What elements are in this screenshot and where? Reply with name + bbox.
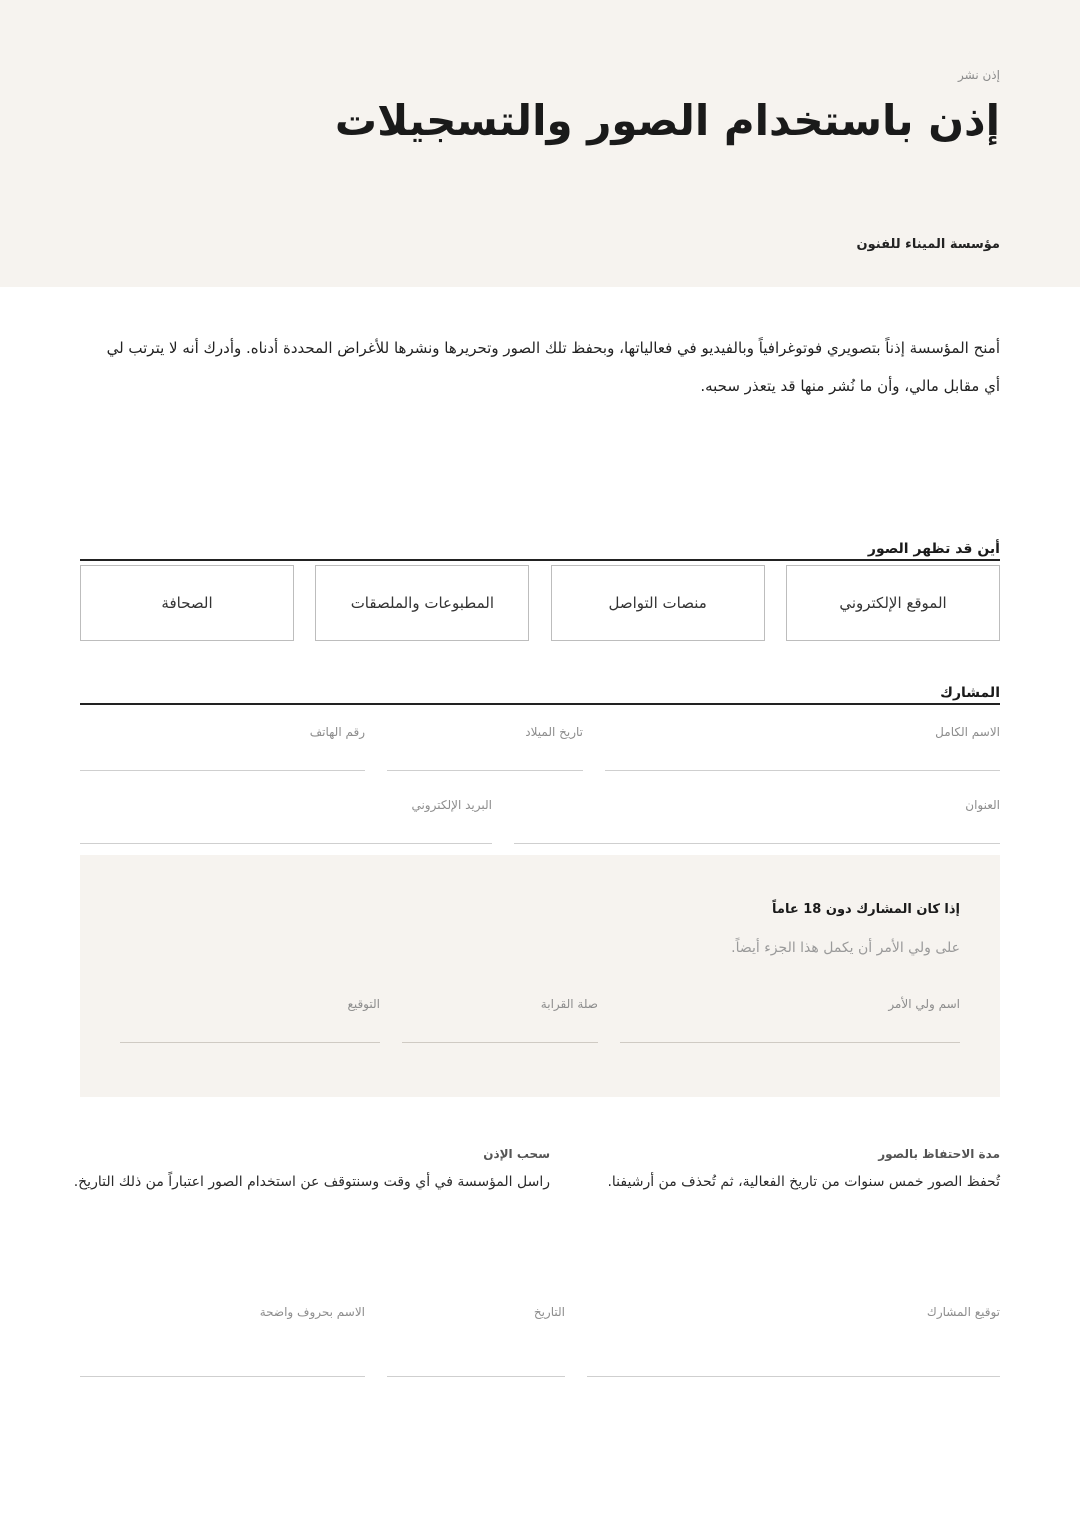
birth-date-input[interactable]	[387, 745, 583, 771]
guardian-title: إذا كان المشارك دون 18 عاماً	[772, 902, 960, 917]
date-input[interactable]	[387, 1351, 565, 1377]
withdrawal-block	[73, 1147, 550, 1190]
email-field	[80, 798, 492, 846]
participant-signature-input[interactable]	[587, 1351, 1000, 1377]
email-label: البريد الإلكتروني	[411, 798, 492, 812]
guardian-signature-input[interactable]	[120, 1017, 380, 1043]
phone-label: رقم الهاتف	[309, 725, 365, 739]
address-field	[514, 798, 1000, 846]
date-field	[387, 1305, 565, 1379]
guardian-name-label: اسم ولي الأمر	[888, 997, 960, 1011]
section-heading-where	[80, 541, 1000, 561]
section-heading-participant	[80, 685, 1000, 705]
date-label: التاريخ	[533, 1305, 565, 1319]
phone-input[interactable]	[80, 745, 365, 771]
participant-signature-field	[587, 1305, 1000, 1379]
header-band	[0, 0, 1080, 287]
printed-name-label: الاسم بحروف واضحة	[259, 1305, 365, 1319]
consent-paragraph: أمنح المؤسسة إذناً بتصويري فوتوغرافياً وبالفيديو في فعالياتها، وبحفظ تلك الصور وتحريرها ونشرها للأغراض المحددة أدناه. وأدرك أنه لا يترتب لي أي مقابل مالي، وأن ما نُشر منها قد يتعذر سحبه.	[106, 339, 1000, 395]
option-social-media[interactable]: منصات التواصل	[551, 565, 765, 641]
full-name-input[interactable]	[605, 745, 1000, 771]
relation-input[interactable]	[402, 1017, 598, 1043]
participant-signature-label: توقيع المشارك	[926, 1305, 1000, 1319]
full-name-field	[605, 725, 1000, 773]
retention-text: تُحفظ الصور خمس سنوات من تاريخ الفعالية، ثم تُحذف من أرشيفنا.	[607, 1174, 1000, 1190]
phone-field	[80, 725, 365, 773]
guardian-note: على ولي الأمر أن يكمل هذا الجزء أيضاً.	[731, 940, 960, 956]
page-title: إذن باستخدام الصور والتسجيلات	[334, 96, 1000, 145]
relation-label: صلة القرابة	[540, 997, 598, 1011]
guardian-name-field	[620, 997, 960, 1045]
guardian-name-input[interactable]	[620, 1017, 960, 1043]
eyebrow-label: إذن نشر	[958, 68, 1000, 82]
printed-name-field	[80, 1305, 365, 1379]
withdrawal-text: راسل المؤسسة في أي وقت وسنتوقف عن استخدام الصور اعتباراً من ذلك التاريخ.	[73, 1174, 550, 1190]
address-label: العنوان	[965, 798, 1000, 812]
usage-options	[80, 565, 1000, 641]
option-press[interactable]: الصحافة	[80, 565, 294, 641]
birth-date-label: تاريخ الميلاد	[525, 725, 583, 739]
retention-block	[560, 1147, 1000, 1190]
full-name-label: الاسم الكامل	[935, 725, 1000, 739]
retention-title: مدة الاحتفاظ بالصور	[878, 1147, 1000, 1161]
section-heading-participant-label: المشارك	[940, 685, 1000, 701]
birth-date-field	[387, 725, 583, 773]
section-heading-where-label: أين قد تظهر الصور	[867, 541, 1000, 557]
guardian-signature-label: التوقيع	[347, 997, 380, 1011]
address-input[interactable]	[514, 818, 1000, 844]
withdrawal-title: سحب الإذن	[483, 1147, 550, 1161]
organization-name: مؤسسة الميناء للفنون	[856, 237, 1000, 252]
option-website[interactable]: الموقع الإلكتروني	[786, 565, 1000, 641]
email-input[interactable]	[80, 818, 492, 844]
guardian-signature-field	[120, 997, 380, 1045]
option-print[interactable]: المطبوعات والملصقات	[315, 565, 529, 641]
relation-field	[402, 997, 598, 1045]
printed-name-input[interactable]	[80, 1351, 365, 1377]
guardian-section	[80, 855, 1000, 1097]
